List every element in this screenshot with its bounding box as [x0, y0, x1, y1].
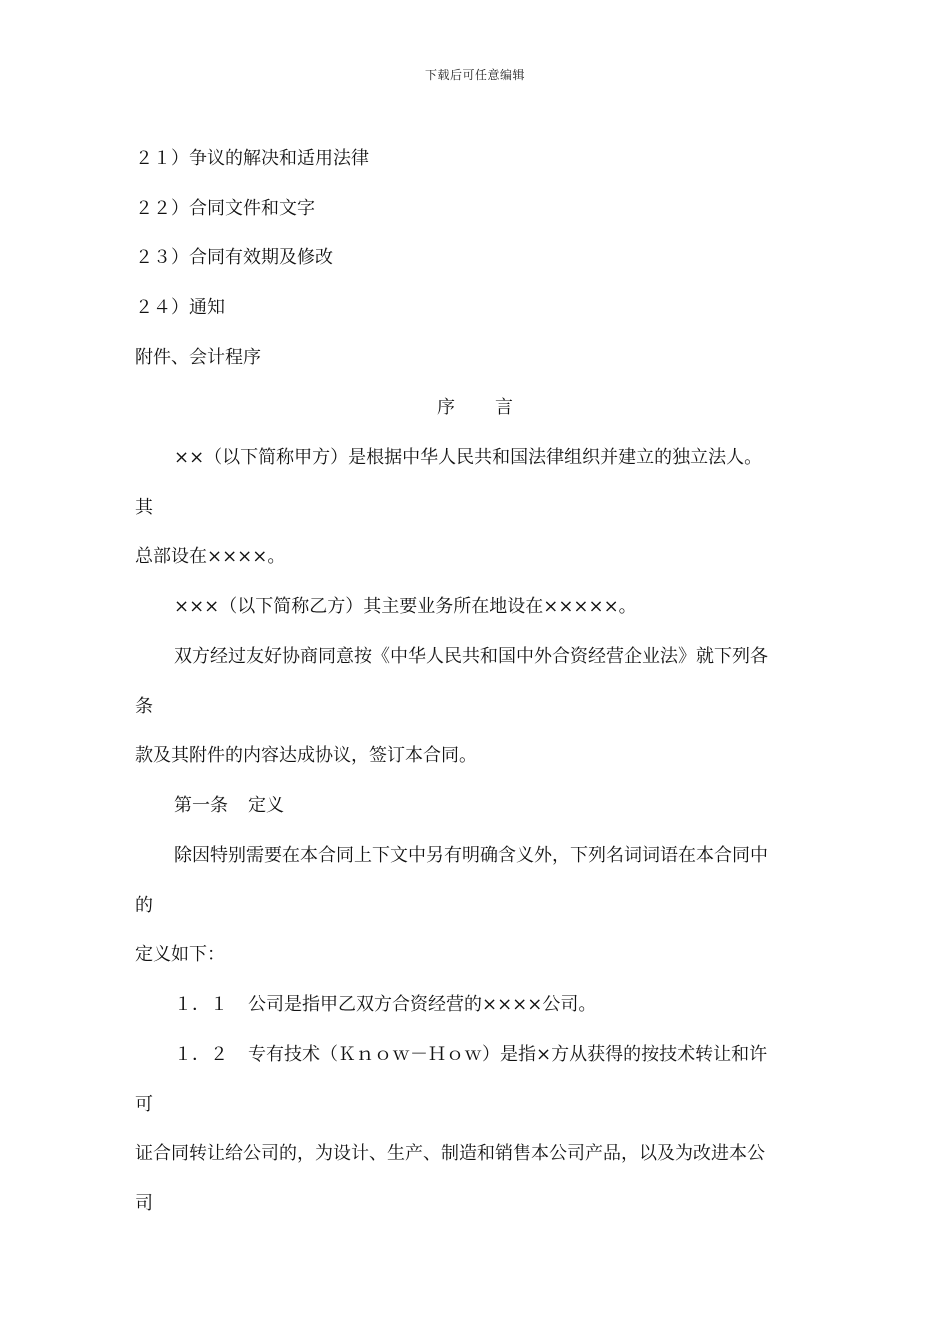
- definition-1-1-number: １．１: [174, 994, 228, 1015]
- preface-paragraph-2: ×××（以下简称乙方）其主要业务所在地设在×××××。: [174, 596, 637, 617]
- article-1-title: 定义: [248, 795, 284, 816]
- definition-1-2-text: 专有技术（Ｋｎｏｗ－Ｈｏｗ）是指×方从获得的按技术转让和许: [248, 1044, 768, 1065]
- article-1-intro-line-1: 除因特别需要在本合同上下文中另有明确含义外，下列名词词语在本合同中: [174, 845, 768, 866]
- preface-paragraph-1-line-2: 其: [135, 497, 153, 518]
- preface-paragraph-3-line-2: 条: [135, 696, 153, 717]
- toc-item-21: ２１）争议的解决和适用法律: [135, 148, 369, 169]
- preface-paragraph-1-line-3: 总部设在××××。: [135, 546, 286, 567]
- definition-1-2-line-3: 证合同转让给公司的，为设计、生产、制造和销售本公司产品，以及为改进本公: [135, 1143, 765, 1164]
- preface-paragraph-3-line-1: 双方经过友好协商同意按《中华人民共和国中外合资经营企业法》就下列各: [174, 646, 768, 667]
- page-header-note: 下载后可任意编辑: [424, 68, 525, 82]
- preface-title: [0, 396, 950, 420]
- definition-1-1: [174, 993, 864, 1017]
- preface-title-left: 序: [437, 397, 455, 418]
- toc-item-24: ２４）通知: [135, 297, 225, 318]
- preface-paragraph-3-line-3: 款及其附件的内容达成协议，签订本合同。: [135, 745, 477, 766]
- definition-1-2-line-1: [174, 1043, 864, 1067]
- toc-item-22: ２２）合同文件和文字: [135, 198, 315, 219]
- definition-1-1-text: 公司是指甲乙双方合资经营的××××公司。: [248, 994, 597, 1015]
- definition-1-2-line-2: 可: [135, 1094, 153, 1115]
- toc-item-appendix: 附件、会计程序: [135, 347, 261, 368]
- article-1-heading: [174, 794, 864, 818]
- toc-item-23: ２３）合同有效期及修改: [135, 247, 333, 268]
- article-1-intro-line-3: 定义如下：: [135, 944, 225, 965]
- definition-1-2-number: １．２: [174, 1044, 228, 1065]
- article-1-number: 第一条: [174, 795, 228, 816]
- preface-title-right: 言: [495, 397, 513, 418]
- article-1-intro-line-2: 的: [135, 895, 153, 916]
- definition-1-2-line-4: 司: [135, 1193, 153, 1214]
- preface-paragraph-1-line-1: ××（以下简称甲方）是根据中华人民共和国法律组织并建立的独立法人。: [174, 447, 763, 468]
